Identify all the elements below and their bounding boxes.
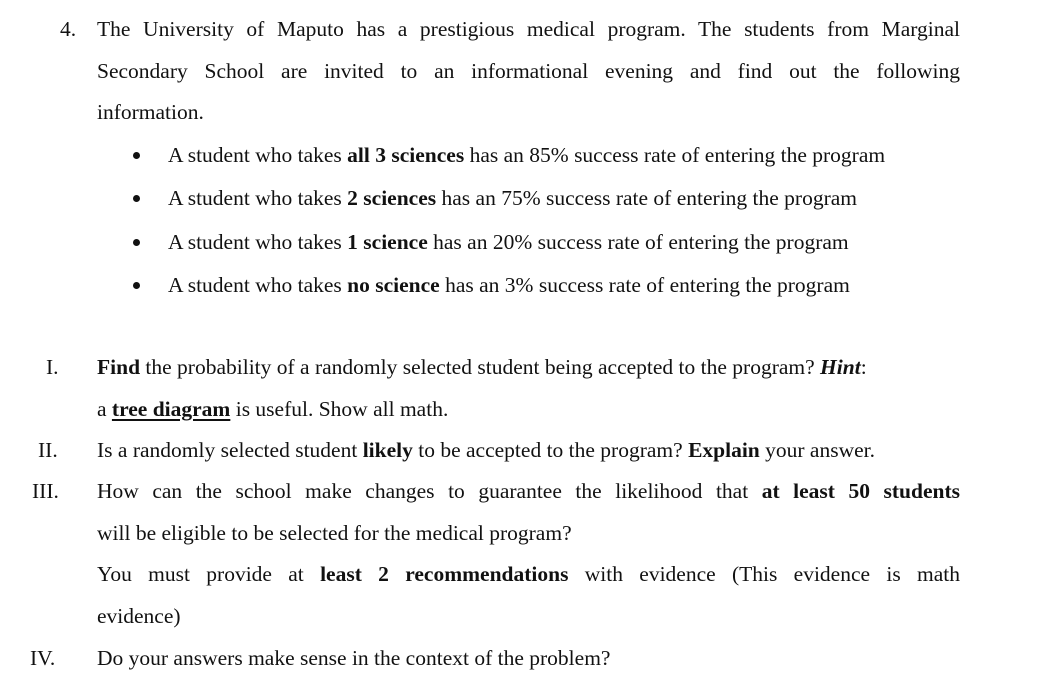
bullet-text-pre: A student who takes (168, 186, 348, 210)
bullet-text-post: has an 20% success rate of entering the program (427, 230, 849, 254)
bullet-dot-icon (133, 195, 140, 202)
bullet-text-pre: A student who takes (168, 143, 348, 167)
bullet-text-post: has an 3% success rate of entering the program (439, 273, 850, 297)
bullet-text-bold: all 3 sciences (347, 143, 465, 167)
bullet-item (168, 273, 850, 297)
part-iii-line-3-b: with evidence (This evidence is math (568, 562, 960, 586)
part-i-numeral: I. (46, 355, 59, 379)
bullet-text-pre: A student who takes (168, 230, 348, 254)
at-least-50-keyword: at least 50 students (761, 479, 960, 503)
part-iv-line-1: Do your answers make sense in the context of the problem? (97, 646, 611, 670)
recommendations-keyword: least 2 recommendations (320, 562, 569, 586)
bullet-item (168, 186, 857, 210)
part-iii-line-4: evidence) (97, 604, 181, 628)
part-ii-line-1 (97, 438, 875, 462)
bullet-text-bold: no science (347, 273, 440, 297)
question-number: 4. (60, 17, 77, 41)
bullet-dot-icon (133, 152, 140, 159)
hint-keyword: Hint (820, 355, 861, 379)
part-iii-line-3 (97, 562, 960, 586)
bullet-item (168, 143, 885, 167)
explain-keyword: Explain (688, 438, 760, 462)
likely-keyword: likely (362, 438, 413, 462)
part-i-line-2 (97, 397, 448, 421)
bullet-item (168, 230, 849, 254)
bullet-text-pre: A student who takes (168, 273, 348, 297)
bullet-text-post: has an 85% success rate of entering the program (464, 143, 886, 167)
part-ii-text-c: your answer. (759, 438, 876, 462)
intro-line-3: information. (97, 100, 204, 124)
part-iii-text-a: How can the school make changes to guarantee the likelihood that (97, 479, 762, 503)
intro-line-2: Secondary School are invited to an informational evening and find out the following (97, 59, 960, 83)
part-ii-text-b: to be accepted to the program? (412, 438, 689, 462)
part-iii-line-2: will be eligible to be selected for the medical program? (97, 521, 572, 545)
part-i-line-2-a: a (97, 397, 112, 421)
bullet-text-post: has an 75% success rate of entering the program (436, 186, 858, 210)
bullet-text-bold: 2 sciences (347, 186, 437, 210)
part-iv-numeral: IV. (30, 646, 56, 670)
part-iii-line-3-a: You must provide at (97, 562, 321, 586)
bullet-dot-icon (133, 239, 140, 246)
part-i-line-1 (97, 355, 867, 379)
hint-colon: : (860, 355, 867, 379)
part-i-line-2-b: is useful. Show all math. (230, 397, 449, 421)
intro-line-1: The University of Maputo has a prestigious medical program. The students from Marginal (97, 17, 960, 41)
part-ii-text-a: Is a randomly selected student (97, 438, 363, 462)
part-ii-numeral: II. (38, 438, 58, 462)
bullet-dot-icon (133, 282, 140, 289)
tree-diagram-keyword: tree diagram (111, 397, 231, 421)
bullet-text-bold: 1 science (347, 230, 428, 254)
part-i-text: the probability of a randomly selected student being accepted to the program? (140, 355, 821, 379)
part-iii-line-1 (97, 479, 960, 503)
find-keyword: Find (97, 355, 141, 379)
part-iii-numeral: III. (32, 479, 59, 503)
